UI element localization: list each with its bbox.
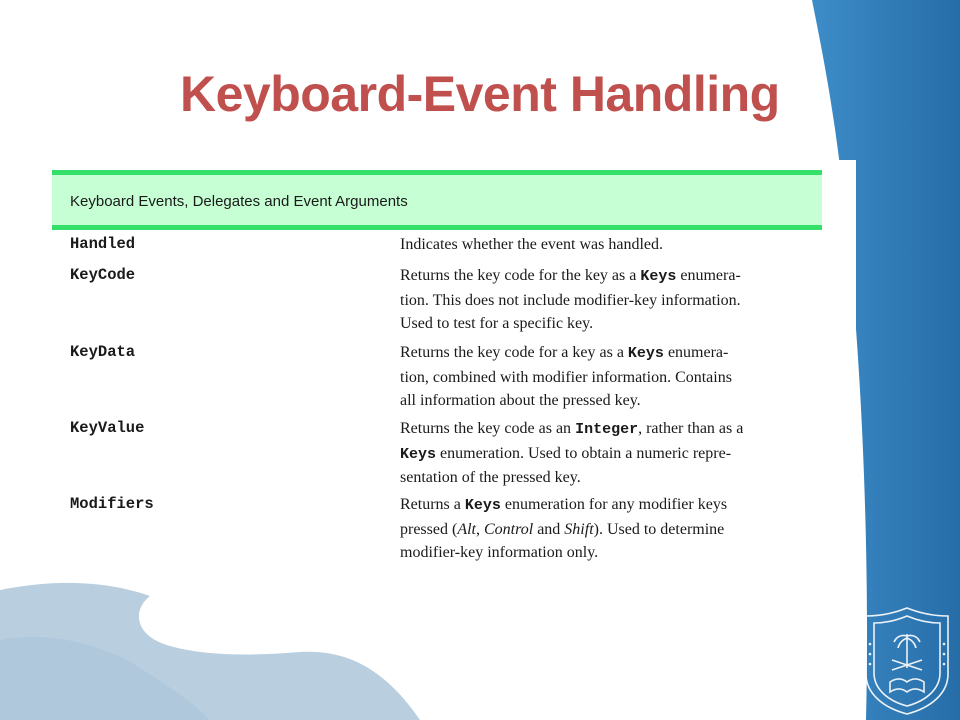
code-term: Integer xyxy=(575,421,639,438)
text-segment: sentation of the pressed key. xyxy=(400,469,581,486)
property-description xyxy=(400,341,820,413)
table-header xyxy=(52,170,822,230)
description-line xyxy=(400,289,820,313)
university-seal-logo xyxy=(862,604,952,716)
text-segment: Returns the key code as an xyxy=(400,420,576,437)
description-line xyxy=(400,466,820,490)
code-term: Keys xyxy=(464,497,501,514)
property-name: Handled xyxy=(70,235,136,253)
text-segment: enumeration for any modifier keys xyxy=(500,496,728,513)
description-line xyxy=(400,366,820,390)
description-line xyxy=(400,389,820,413)
text-segment: modifier-key information only. xyxy=(400,544,599,561)
text-segment: , rather than as a xyxy=(638,420,744,437)
description-line xyxy=(400,264,820,289)
description-line xyxy=(400,312,820,336)
description-line xyxy=(400,493,820,518)
text-segment: enumera- xyxy=(676,267,741,284)
property-name: KeyData xyxy=(70,343,136,361)
text-segment: enumeration. Used to obtain a numeric repre- xyxy=(436,444,732,462)
property-description xyxy=(400,264,820,336)
description-line xyxy=(400,541,820,565)
text-segment: , xyxy=(475,520,484,538)
property-description xyxy=(400,493,820,565)
text-segment: all information about the pressed key. xyxy=(400,392,641,409)
italic-term: Shift xyxy=(564,520,594,538)
property-description xyxy=(400,233,820,257)
code-term: Keys xyxy=(627,345,664,362)
text-segment: Indicates whether the event was handled. xyxy=(400,236,664,253)
text-segment: Used to test for a specific key. xyxy=(400,315,594,332)
italic-term: Alt xyxy=(457,520,476,538)
description-line xyxy=(400,233,820,257)
table-header-label: Keyboard Events, Delegates and Event Arguments xyxy=(70,193,408,210)
text-segment: Returns a xyxy=(400,496,465,513)
slide-title: Keyboard-Event Handling xyxy=(180,66,780,122)
property-name: KeyValue xyxy=(70,419,145,437)
property-description xyxy=(400,417,820,490)
description-line xyxy=(400,417,820,442)
text-segment: Returns the key code for a key as a xyxy=(400,344,628,361)
property-name: Modifiers xyxy=(70,495,154,513)
description-line xyxy=(400,442,820,467)
text-segment: pressed ( xyxy=(400,520,458,538)
code-term: Keys xyxy=(400,445,437,463)
code-term: Keys xyxy=(640,268,677,285)
text-segment: and xyxy=(533,520,565,538)
italic-term: Control xyxy=(483,520,534,538)
property-name: KeyCode xyxy=(70,266,136,284)
description-line xyxy=(400,518,820,542)
description-line xyxy=(400,341,820,366)
text-segment: tion. This does not include modifier-key information. xyxy=(400,291,741,309)
text-segment: tion, combined with modifier information. Contains xyxy=(400,368,732,386)
text-segment: ). Used to determine xyxy=(593,520,725,538)
text-segment: Returns the key code for the key as a xyxy=(400,267,641,284)
text-segment: enumera- xyxy=(663,344,729,361)
